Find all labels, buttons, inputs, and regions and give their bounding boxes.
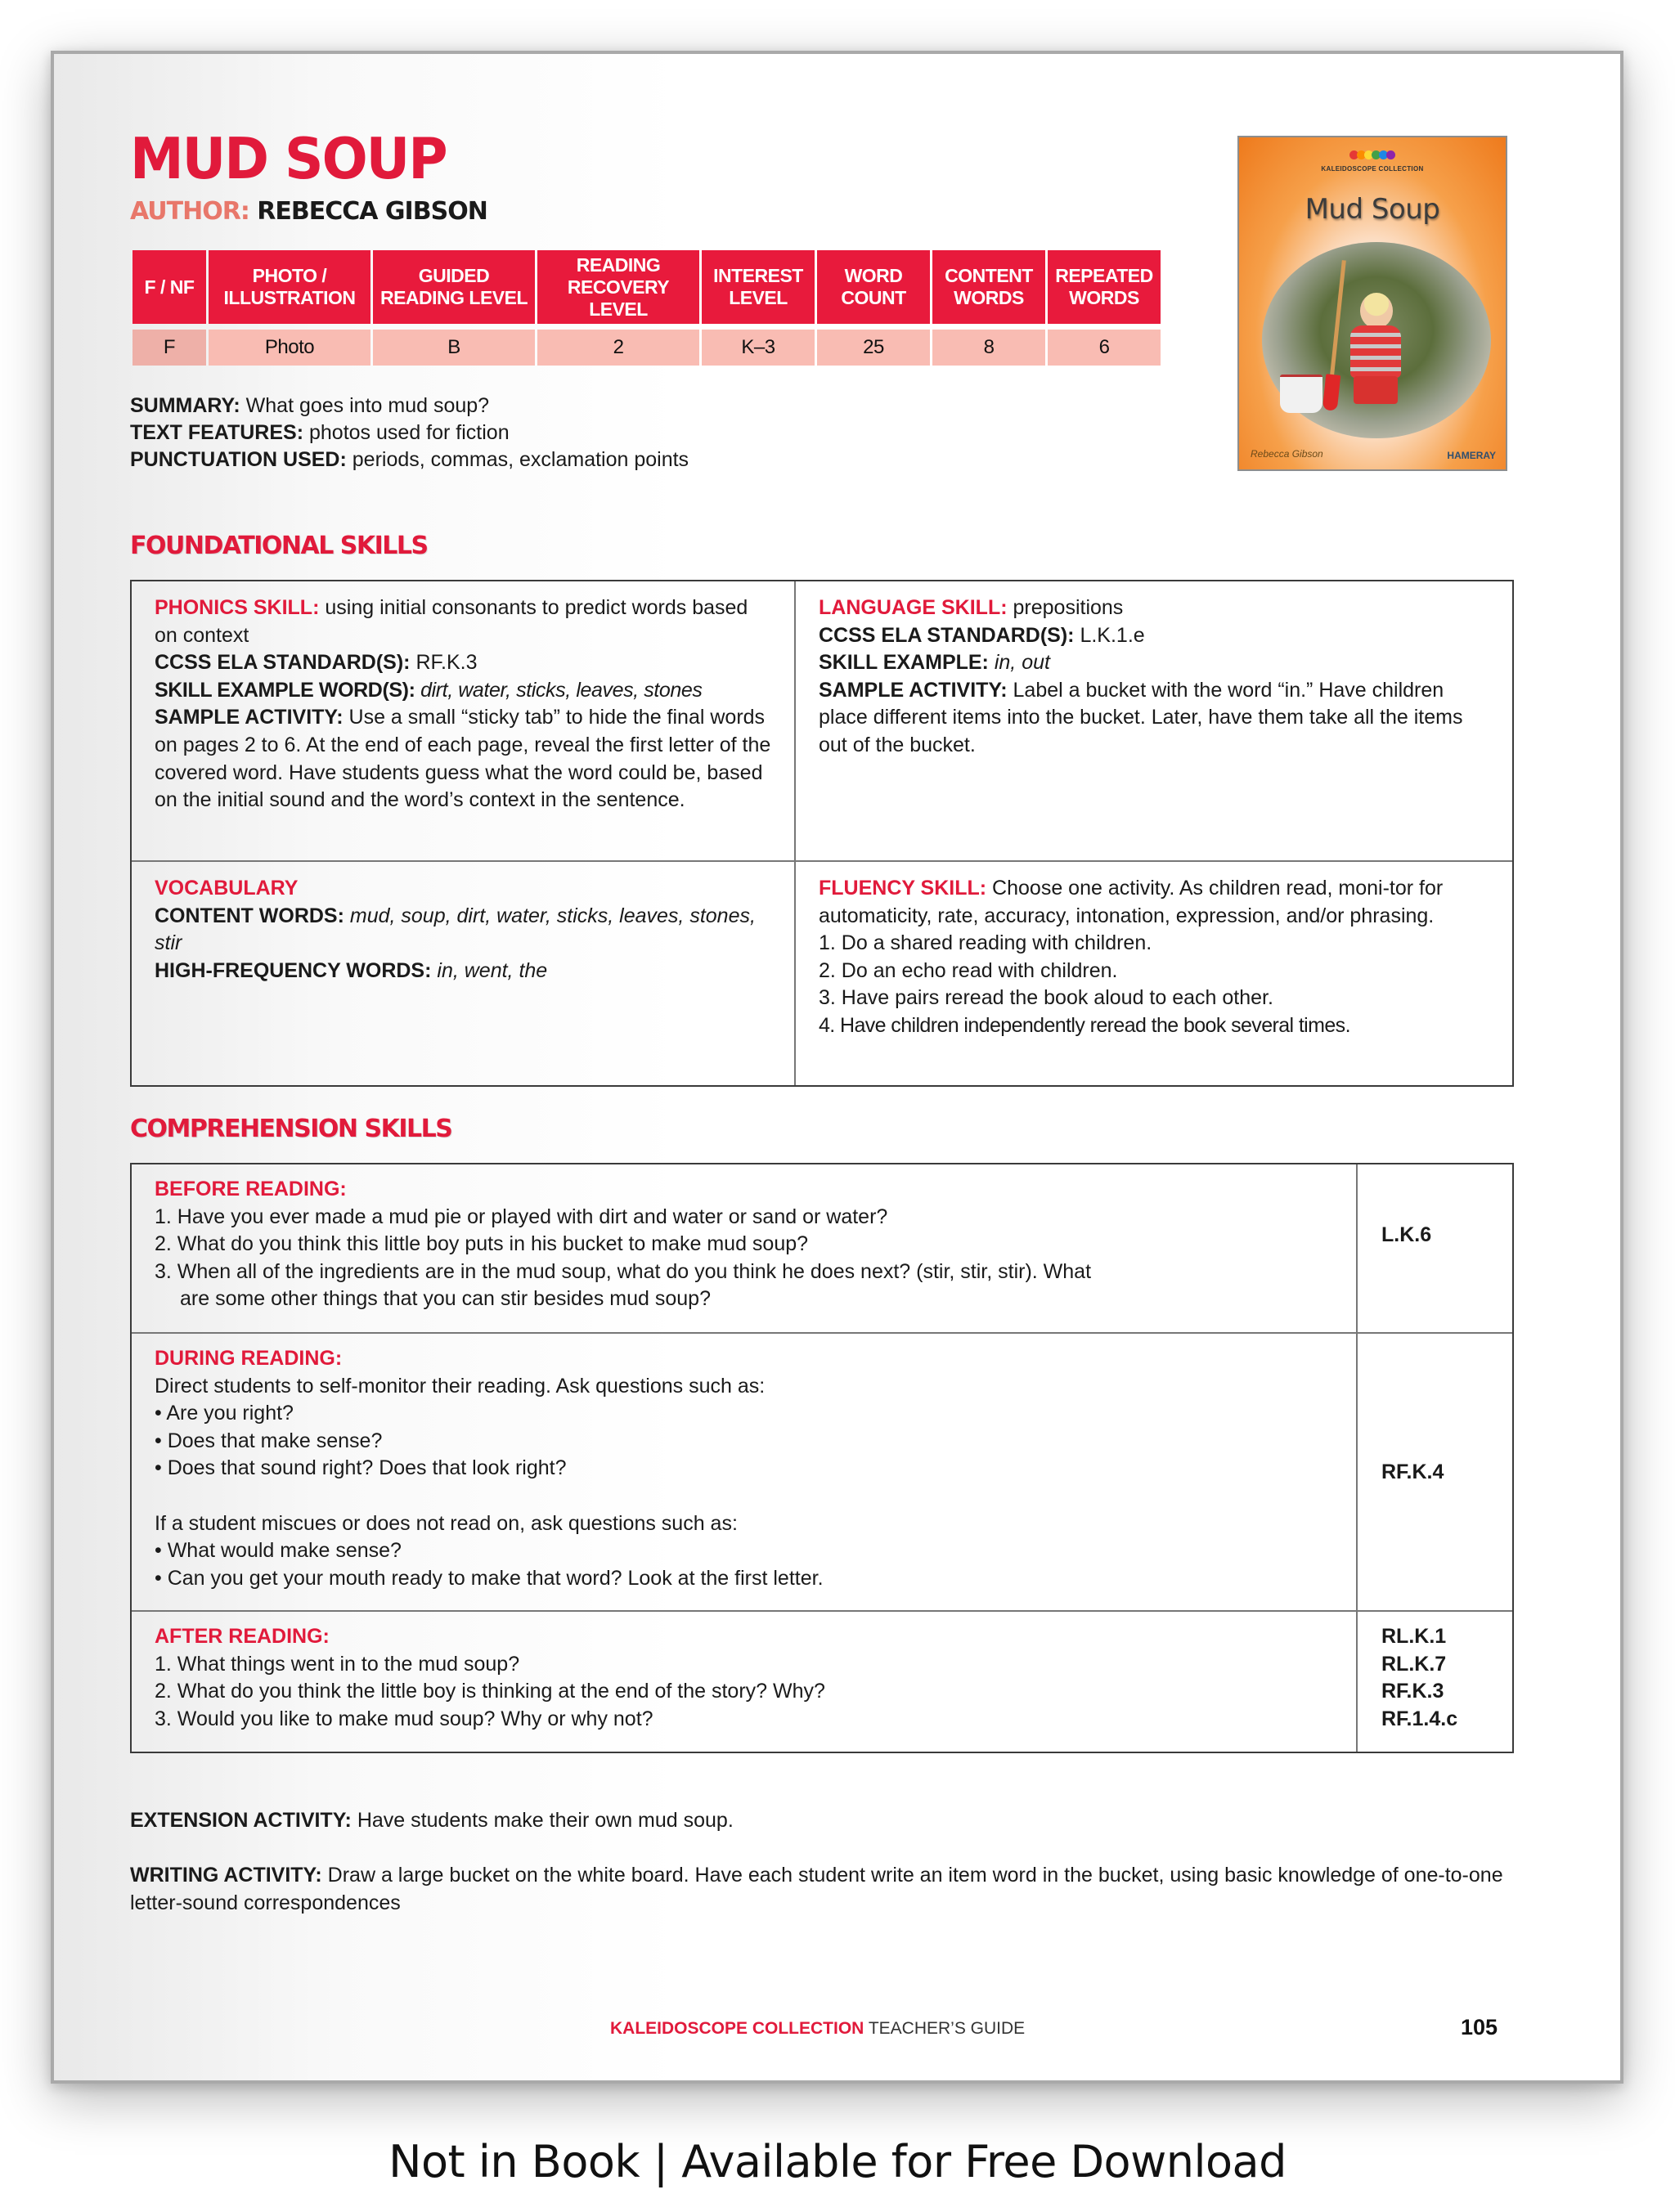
- boy-shirt: [1350, 325, 1401, 378]
- stats-header: REPEATED WORDS: [1048, 250, 1161, 324]
- kaleidoscope-logo: [1239, 149, 1506, 173]
- stats-header: CONTENT WORDS: [932, 250, 1045, 324]
- page-number: 105: [1461, 2015, 1498, 2039]
- download-caption: Not in Book | Available for Free Download: [388, 2136, 1287, 2187]
- stats-value: K–3: [702, 330, 815, 366]
- text-features-line: TEXT FEATURES: photos used for fiction: [130, 421, 510, 444]
- footer-brand: KALEIDOSCOPE COLLECTION: [610, 2019, 864, 2038]
- comprehension-skills-box: [130, 1163, 1514, 1753]
- before-standard: L.K.6: [1381, 1223, 1432, 1246]
- vocabulary-cell: VOCABULARY CONTENT WORDS: mud, soup, dirt, water, sticks, leaves, stones, stir HIGH-FREQUENCY WORDS: in, went, the: [155, 877, 756, 982]
- during-bullet: • Are you right?: [155, 1402, 294, 1425]
- stats-header: READING RECOVERY LEVEL: [537, 250, 699, 324]
- author-label: AUTHOR:: [130, 197, 249, 226]
- before-item: 2. What do you think this little boy puts in his bucket to make mud soup?: [155, 1232, 809, 1256]
- phonics-cell: PHONICS SKILL: using initial consonants to predict words based on context CCSS ELA STANDARD(S): RF.K.3 SKILL EXAMPLE WORD(S): dirt, water, sticks, leaves, stones SAMPLE ACTIVITY: Use a small “sticky tab” to hide the final words on pages 2 to 6. At the end of each page, reveal the first letter of the covered word. Have students guess what the word could be, based on the initial sound and the word’s context in the sentence.: [155, 596, 771, 812]
- after-standards: RL.K.1 RL.K.7 RF.K.3 RF.1.4.c: [1381, 1625, 1458, 1730]
- fluency-item: 4. Have children independently reread the book several times.: [819, 1013, 1350, 1037]
- stats-value: Photo: [209, 330, 370, 366]
- stats-header: F / NF: [132, 250, 206, 324]
- during-bullet: • Does that make sense?: [155, 1429, 383, 1452]
- during-bullet: • What would make sense?: [155, 1539, 402, 1563]
- divider: [1356, 1164, 1358, 1752]
- cover-series: KALEIDOSCOPE COLLECTION: [1321, 165, 1424, 173]
- cover-author: Rebecca Gibson: [1251, 448, 1323, 460]
- before-item: 3. When all of the ingredients are in the mud soup, what do you think he does next? (stir, stir, stir). What: [155, 1259, 1092, 1283]
- stats-header: GUIDED READING LEVEL: [373, 250, 535, 324]
- after-reading-cell: AFTER READING: 1. What things went in to the mud soup? 2. What do you think the little boy is thinking at the end of the story? Why? 3. Would you like to make mud soup? Why or why not?: [132, 1612, 1356, 1752]
- author-name: REBECCA GIBSON: [257, 197, 487, 226]
- fluency-item: 1. Do a shared reading with children.: [819, 931, 1152, 955]
- stats-value: 2: [537, 330, 699, 366]
- stats-value: 6: [1048, 330, 1161, 366]
- foundational-skills-box: [130, 580, 1514, 1087]
- extension-activity: EXTENSION ACTIVITY: Have students make their own mud soup.: [130, 1809, 734, 1832]
- kaleidoscope-logo-icon: [1350, 149, 1394, 164]
- fluency-item: 3. Have pairs reread the book aloud to each other.: [819, 986, 1273, 1010]
- after-item: 1. What things went in to the mud soup?: [155, 1652, 520, 1676]
- summary-line: SUMMARY: What goes into mud soup?: [130, 394, 490, 417]
- language-cell: LANGUAGE SKILL: prepositions CCSS ELA STANDARD(S): L.K.1.e SKILL EXAMPLE: in, out SAMPLE ACTIVITY: Label a bucket with the word “in.” Have children place different items into the bucket. Later, have them take all the items out of the bucket.: [819, 596, 1463, 756]
- during-standard: RF.K.4: [1381, 1460, 1444, 1483]
- comprehension-heading: COMPREHENSION SKILLS: [130, 1115, 452, 1143]
- book-cover-image: [1237, 136, 1507, 471]
- stats-value: F: [132, 330, 206, 366]
- stats-header: INTEREST LEVEL: [702, 250, 815, 324]
- fluency-item: 2. Do an echo read with children.: [819, 958, 1118, 982]
- guide-page: [51, 51, 1623, 2084]
- after-item: 3. Would you like to make mud soup? Why or why not?: [155, 1707, 653, 1730]
- cover-publisher: HAMERAY: [1447, 450, 1496, 461]
- stats-value: B: [373, 330, 535, 366]
- boy-shorts: [1354, 376, 1398, 404]
- after-item: 2. What do you think the little boy is thinking at the end of the story? Why?: [155, 1680, 825, 1703]
- stats-value-row: [132, 330, 1161, 366]
- page-title: MUD SOUP: [130, 126, 447, 192]
- during-reading-cell: DURING READING: Direct students to self-monitor their reading. Ask questions such as: • Are you right? • Does that make sense? • Does that sound right? Does that look right? If a student miscues or does not read on, ask questions such as: • What would make sense? • Can you get your mouth ready to make that word? Look at the first letter.: [132, 1334, 1356, 1610]
- stats-header-row: [132, 250, 1161, 324]
- author-line: [130, 197, 487, 226]
- boy-head: [1360, 293, 1393, 329]
- footer: [610, 2019, 1025, 2039]
- before-item: are some other things that you can stir besides mud soup?: [180, 1287, 711, 1311]
- writing-activity: WRITING ACTIVITY: Draw a large bucket on the white board. Have each student write an item word in the bucket, using basic knowledge of one-to-one letter-sound correspondences: [130, 1864, 1503, 1914]
- before-reading-cell: BEFORE READING: 1. Have you ever made a mud pie or played with dirt and water or sand or water? 2. What do you think this little boy puts in his bucket to make mud soup? 3. When all of the ingredients are in the mud soup, what do you think he does next? (stir, stir, stir). What are some other things that you can stir besides mud soup?: [132, 1164, 1356, 1332]
- footer-guide: TEACHER’S GUIDE: [868, 2019, 1026, 2038]
- fluency-cell: FLUENCY SKILL: Choose one activity. As children read, moni-tor for automaticity, rate, accuracy, intonation, expression, and/or phrasing. 1. Do a shared reading with children. 2. Do an echo read with children. 3. Have pairs reread the book aloud to each other. 4. Have children independently reread the book several times.: [796, 862, 1512, 1085]
- stats-value: 25: [817, 330, 930, 366]
- punctuation-line: PUNCTUATION USED: periods, commas, exclamation points: [130, 448, 689, 471]
- book-stats-table: [130, 250, 1163, 366]
- cover-title: Mud Soup: [1305, 193, 1440, 226]
- stats-header: PHOTO / ILLUSTRATION: [209, 250, 370, 324]
- during-bullet: • Can you get your mouth ready to make that word? Look at the first letter.: [155, 1566, 824, 1590]
- stats-value: 8: [932, 330, 1045, 366]
- bucket-illustration: [1280, 375, 1322, 413]
- stats-header: WORD COUNT: [817, 250, 930, 324]
- foundational-heading: FOUNDATIONAL SKILLS: [130, 532, 428, 560]
- during-bullet: • Does that sound right? Does that look right?: [155, 1456, 567, 1480]
- before-item: 1. Have you ever made a mud pie or played with dirt and water or sand or water?: [155, 1205, 888, 1228]
